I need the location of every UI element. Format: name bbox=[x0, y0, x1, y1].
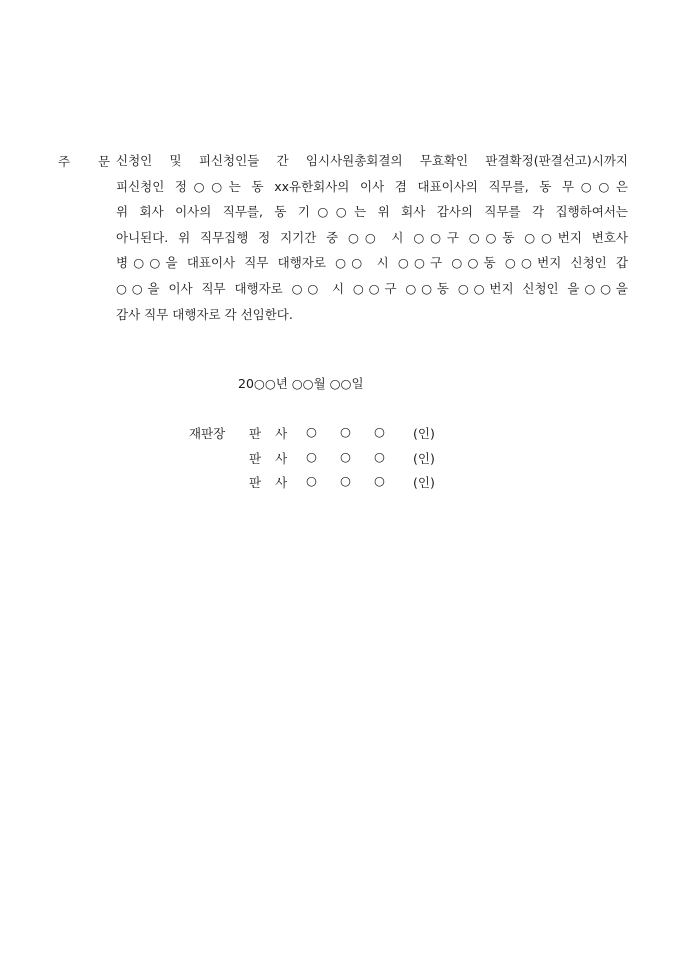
judge-name-char: ○ bbox=[306, 424, 317, 439]
judge-signatures bbox=[0, 424, 680, 498]
judge-row bbox=[0, 424, 680, 449]
judge-name-char: ○ bbox=[306, 448, 317, 464]
judge-role: 판사 bbox=[249, 426, 302, 441]
judge-row bbox=[0, 449, 680, 474]
judge-name-char: ○ bbox=[340, 424, 351, 439]
decision-date: 20○○년 ○○월 ○○일 bbox=[238, 376, 364, 391]
seal-mark: (인) bbox=[413, 450, 435, 466]
judge-role: 판사 bbox=[249, 475, 302, 490]
judge-name-char: ○ bbox=[374, 448, 385, 464]
order-line: 위 회사 이사의 직무를, 동 기○○는 위 회사 감사의 직무를 각 집행하여서는 bbox=[116, 204, 628, 220]
order-line: 신청인 및 피신청인들 간 임시사원총회결의 무효확인 판결확정(판결선고)시까지 bbox=[116, 153, 628, 168]
judge-row bbox=[0, 473, 680, 498]
order-text bbox=[116, 152, 628, 331]
judge-name-char: ○ bbox=[340, 448, 351, 464]
judge-name-char: ○ bbox=[374, 473, 385, 488]
judge-name-char: ○ bbox=[306, 473, 317, 488]
order-line: 피신청인 정○○는 동 xx유한회사의 이사 겸 대표이사의 직무를, 동 무○○은 bbox=[116, 178, 628, 194]
judge-name-char: ○ bbox=[340, 473, 351, 488]
seal-mark: (인) bbox=[413, 426, 435, 441]
presiding-judge-title: 재판장 bbox=[189, 426, 226, 441]
order-line: ○○을 이사 직무 대행자로 ○○ 시 ○○구 ○○동 ○○번지 신청인 을○○을 bbox=[116, 280, 628, 296]
order-label: 주 문 bbox=[58, 154, 123, 169]
order-line: 아니된다. 위 직무집행 정 지기간 중 ○○ 시 ○○구 ○○동 ○○번지 변호사 bbox=[116, 229, 628, 245]
order-line: 병○○을 대표이사 직무 대행자로 ○○ 시 ○○구 ○○동 ○○번지 신청인 갑 bbox=[116, 255, 628, 271]
seal-mark: (인) bbox=[413, 475, 435, 490]
judge-name-char: ○ bbox=[374, 424, 385, 439]
judge-role: 판사 bbox=[249, 450, 302, 466]
order-line: 감사 직무 대행자로 각 선임한다. bbox=[116, 306, 293, 322]
